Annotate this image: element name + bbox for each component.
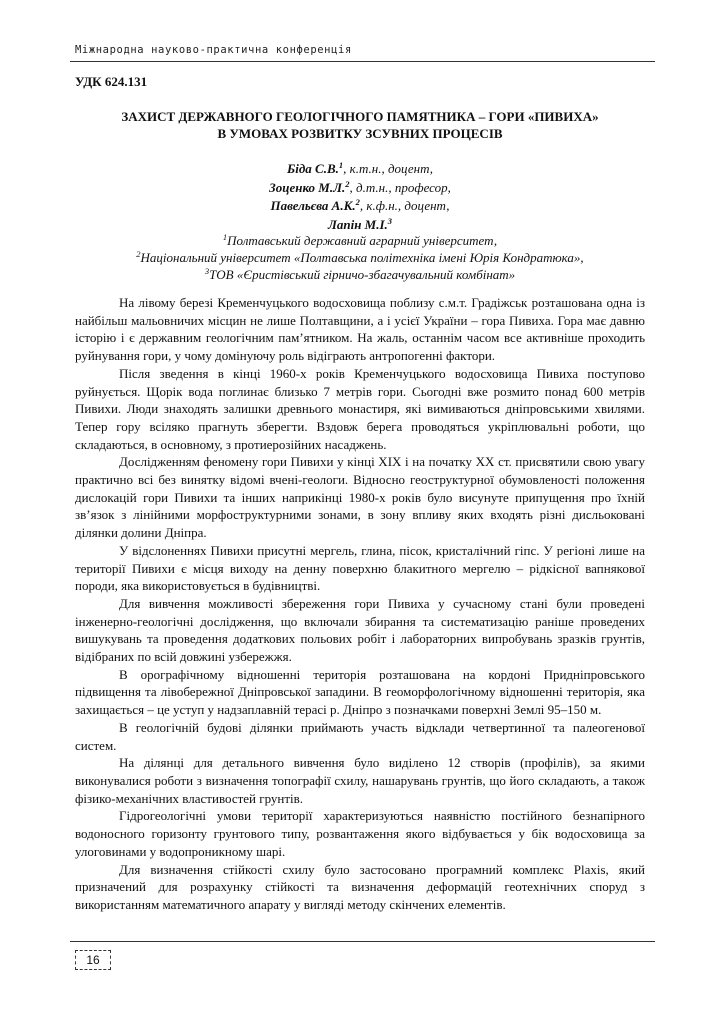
paper-title (75, 108, 645, 142)
paragraph: В орографічному відношенні територія розташована на кордоні Придніпровського підвищення та лівобережної Дніпровської западини. В геоморфологічному відношенні територія, яка захищається – це уступ у надзаплавній терасі р. Дніпро з позначками поверхні Землі 95–150 м. (75, 666, 645, 718)
affiliation-sup: 1 (222, 232, 228, 242)
authors-block (75, 160, 645, 234)
body-text (75, 294, 645, 914)
paragraph: У відслоненнях Пивихи присутні мергель, глина, пісок, кристалічний гіпс. У регіоні лише на території Пивихи є місця виходу на денну поверхню блакитного мергелю – рідкісної вапнякової породи, яка використовується в будівництві. (75, 542, 645, 594)
author-affil-sup: 3 (387, 215, 393, 226)
conference-header: Міжнародна науково-практична конференція (75, 44, 352, 56)
author-degree: , к.т.н., доцент, (343, 161, 434, 176)
author-name: Зоценко М.Л. (269, 179, 346, 195)
author-name: Павельєва А.К. (270, 198, 356, 213)
author-degree: , к.ф.н., доцент, (359, 198, 450, 213)
author-line (75, 179, 645, 198)
author-line (75, 197, 645, 216)
title-line-1: ЗАХИСТ ДЕРЖАВНОГО ГЕОЛОГІЧНОГО ПАМЯТНИКА – ГОРИ «ПИВИХА» (121, 109, 599, 124)
paragraph: В геологічній будові ділянки приймають участь відклади четвертинної та палеогенової систем. (75, 719, 645, 753)
affiliation-sup: 3 (204, 266, 210, 276)
author-line (75, 160, 645, 179)
paragraph: Для вивчення можливості збереження гори Пивиха у сучасному стані були проведені інженерно-геологічні дослідження, що включали збирання та систематизацію раніше проведених вишукувань та проведення додаткових польових робіт і лабораторних випробувань зразків грунтів, відібраних по всій довжині узбережжя. (75, 595, 645, 665)
paragraph: На ділянці для детального вивчення було виділено 12 створів (профілів), за якими виконувалися роботи з визначення топографії схилу, нашарувань грунтів, що його складають, а також фізико-механічних властивостей грунтів. (75, 755, 645, 806)
affiliation-line (75, 266, 645, 283)
title-line-2: В УМОВАХ РОЗВИТКУ ЗСУВНИХ ПРОЦЕСІВ (217, 126, 503, 141)
affiliation-text: ТОВ «Єристівський гірничо-збагачувальний комбінат» (209, 267, 516, 282)
udk-code: УДК 624.131 (75, 74, 148, 89)
footer-divider (70, 941, 655, 942)
affiliation-sup: 2 (136, 249, 141, 259)
affiliation-text: Національний університет «Полтавська політехніка імені Юрія Кондратюка», (140, 250, 584, 265)
paragraph: Для визначення стійкості схилу було застосовано програмний комплекс Plaxis, який призначений для розрахунку стійкості та визначення деформацій геотехнічних споруд з використанням математичного апарату у вигляді методу скінчених елементів. (75, 861, 645, 912)
header-divider (70, 61, 655, 62)
author-degree: , д.т.н., професор, (349, 179, 451, 195)
author-affil-sup: 2 (345, 178, 350, 189)
paragraph: Гідрогеологічні умови території характеризуються наявністю постійного безнапірного водоносного горизонту грунтового типу, розвантаження якого відбувається у бік водосховища за улоговинами у водопроникному шарі. (75, 808, 645, 859)
paragraph: Дослідженням феномену гори Пивихи у кінці XIX і на початку XX ст. присвятили свою увагу практично всі без винятку відомі вчені-геологи. Відносно геоструктурної обумовленості положення дислокацій гори Пивихи та інших наприкінці 1980-х років було висунуте припущення про їхній зв’язок з лінійними морфоструктурними зонами, в зону впливу яких входять різні дисльоковані ділянки долини Дніпра. (75, 454, 645, 541)
affiliation-line (75, 232, 645, 249)
affiliations-block (75, 232, 645, 283)
paragraph: Після зведення в кінці 1960-х років Кременчуцького водосховища Пивиха поступово руйнується. Щорік вода поглинає близько 7 метрів гори. Сьогодні вже розмито понад 600 метрів Пивихи. Люди знаходять залишки древнього монастиря, які вимиваються дніпровськими хвилями. Тепер гору всіляко прагнуть зберегти. Вздовж берега проводяться укріплювальні роботи, що складаються, в основному, з протиерозійних насаджень. (75, 365, 645, 452)
affiliation-text: Полтавський державний аграрний університет, (227, 233, 498, 248)
author-name: Біда С.В. (286, 161, 339, 176)
affiliation-line (75, 249, 645, 266)
paragraph: На лівому березі Кременчуцького водосховища поблизу с.м.т. Градіжськ розташована одна із найбільш мальовничих місцин не лише Полтавщини, а і усієї України – гора Пивиха. Гора має давню історію і є державним геологічним пам’ятником. На жаль, останнім часом все активніше проходить руйнування гори, у чому домінуючу роль відіграють антропогенні фактори. (75, 295, 645, 364)
author-affil-sup: 2 (355, 197, 360, 207)
page-number: 16 (75, 950, 111, 970)
author-affil-sup: 1 (338, 160, 344, 170)
author-name: Лапін М.І. (327, 216, 388, 232)
